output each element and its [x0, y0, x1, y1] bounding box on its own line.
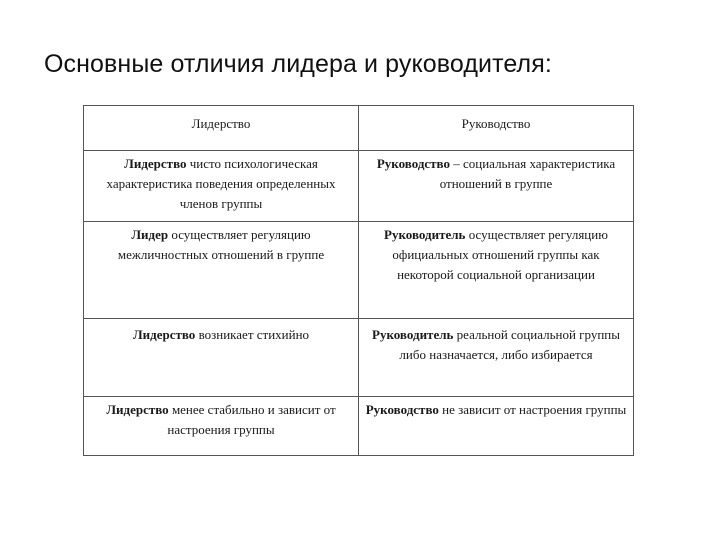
table-cell: [84, 222, 359, 319]
table-row: [84, 319, 634, 397]
cell-term: Руководство: [376, 156, 450, 171]
cell-term: Лидер: [131, 227, 169, 242]
header-leadership: Лидерство: [84, 106, 359, 151]
table-row: [84, 151, 634, 222]
table-cell: [359, 151, 634, 222]
table-header-row: [84, 106, 634, 151]
cell-text: не зависит от настроения группы: [438, 402, 627, 417]
cell-text: чисто психологическая характеристика поведения определенных членов группы: [106, 156, 336, 211]
header-management: Руководство: [359, 106, 634, 151]
table-cell: [359, 319, 634, 397]
table-row: [84, 222, 634, 319]
cell-term: Руководство: [365, 402, 439, 417]
slide-title: Основные отличия лидера и руководителя:: [44, 50, 552, 78]
table-row: [84, 397, 634, 456]
cell-text: осуществляет регуляцию официальных отношений группы как некоторой социальной организации: [392, 227, 608, 282]
cell-term: Лидерство: [124, 156, 187, 171]
cell-text: – социальная характеристика отношений в группе: [439, 156, 616, 191]
comparison-table: [83, 105, 634, 456]
cell-text: менее стабильно и зависит от настроения группы: [167, 402, 336, 437]
table-cell: [359, 397, 634, 456]
cell-term: Руководитель: [372, 327, 454, 342]
table-cell: [359, 222, 634, 319]
table-cell: [84, 397, 359, 456]
cell-term: Лидерство: [132, 327, 196, 342]
cell-text: осуществляет регуляцию межличностных отношений в группе: [117, 227, 325, 262]
cell-term: Лидерство: [106, 402, 169, 417]
cell-text: реальной социальной группы либо назначается, либо избирается: [399, 327, 620, 362]
table-cell: [84, 151, 359, 222]
table-cell: [84, 319, 359, 397]
cell-term: Руководитель: [384, 227, 466, 242]
cell-text: возникает стихийно: [195, 327, 310, 342]
